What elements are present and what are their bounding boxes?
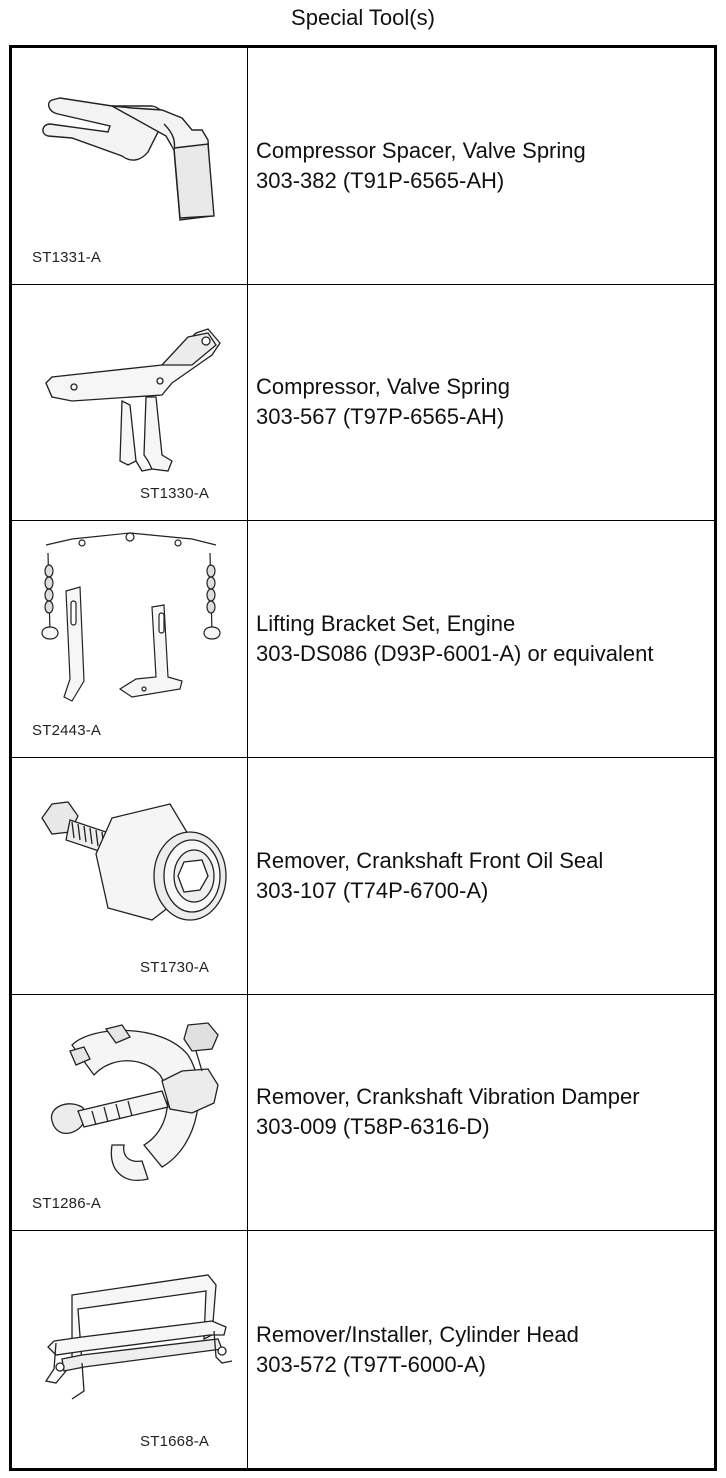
valve-spring-compressor-spacer-icon <box>12 48 248 268</box>
tool-description-cell <box>248 995 714 1232</box>
tool-name: Compressor Spacer, Valve Spring <box>256 137 586 163</box>
tool-description-cell <box>248 285 714 522</box>
tool-description-cell <box>248 48 714 285</box>
tool-code: ST2443-A <box>32 722 102 739</box>
tool-code: ST1331-A <box>32 248 102 266</box>
tool-code: ST1668-A <box>140 1433 210 1450</box>
tool-number: 303-009 (T58P-6316-D) <box>256 1114 490 1140</box>
tool-number: 303-DS086 (D93P-6001-A) or equivalent <box>256 641 654 667</box>
cylinder-head-remover-installer-icon <box>12 1231 248 1451</box>
tool-description-cell <box>248 1231 714 1468</box>
tool-image-cell <box>12 758 248 995</box>
crankshaft-vibration-damper-remover-icon <box>12 995 248 1215</box>
tool-name: Lifting Bracket Set, Engine <box>256 611 516 637</box>
crankshaft-front-oil-seal-remover-icon <box>12 758 248 978</box>
tool-code: ST1730-A <box>140 958 210 976</box>
tool-code: ST1286-A <box>32 1195 102 1213</box>
page-title: Special Tool(s) <box>291 5 435 30</box>
tool-image-cell <box>12 48 248 285</box>
tool-name: Compressor, Valve Spring <box>256 374 510 400</box>
tool-image-cell <box>12 1231 248 1468</box>
tool-number: 303-567 (T97P-6565-AH) <box>256 404 505 430</box>
tool-image-cell <box>12 521 248 758</box>
tool-image-cell <box>12 285 248 522</box>
tool-name: Remover, Crankshaft Vibration Damper <box>256 1084 640 1110</box>
tool-description-cell <box>248 758 714 995</box>
tool-number: 303-382 (T91P-6565-AH) <box>256 167 505 193</box>
tool-number: 303-572 (T97T-6000-A) <box>256 1351 486 1377</box>
tool-image-cell <box>12 995 248 1232</box>
valve-spring-compressor-icon <box>12 285 248 505</box>
tool-number: 303-107 (T74P-6700-A) <box>256 877 489 903</box>
engine-lifting-bracket-set-icon <box>12 521 248 741</box>
tool-description-cell <box>248 521 714 758</box>
special-tools-table <box>9 45 717 1471</box>
tool-name: Remover, Crankshaft Front Oil Seal <box>256 847 604 873</box>
tool-code: ST1330-A <box>140 485 210 503</box>
tool-name: Remover/Installer, Cylinder Head <box>256 1321 579 1347</box>
